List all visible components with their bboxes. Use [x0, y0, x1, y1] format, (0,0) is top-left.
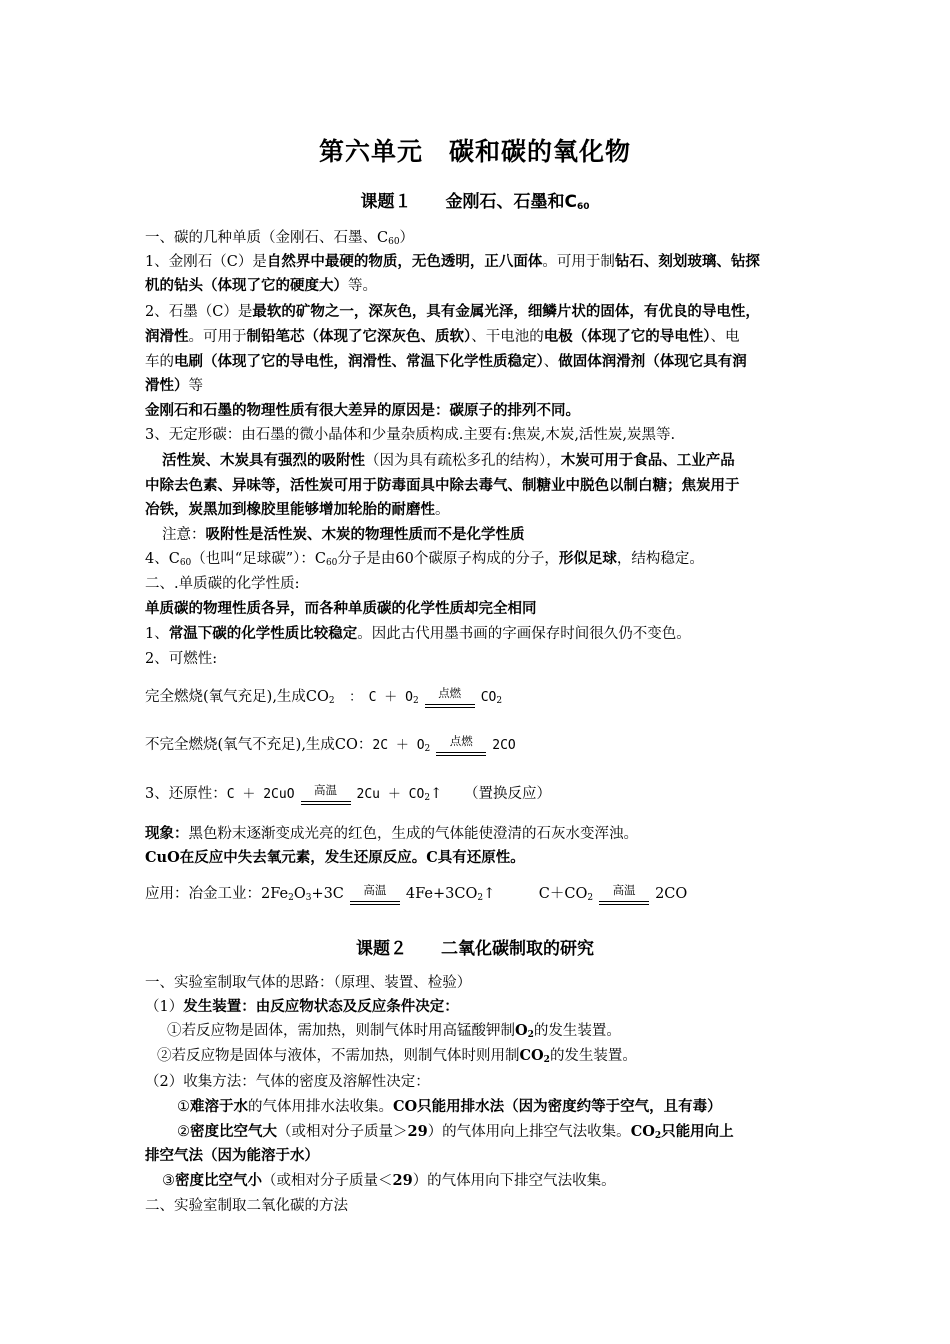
c60-line: 4、$C_{60}$（也叫“足球碳”）：$C_{60}$分子是由60个碳原子构成的分子，形似足球，结构稳定。: [145, 550, 704, 568]
topic1-title: 课题１ 金刚石、石墨和$C_{60}$: [360, 192, 590, 212]
generation-apparatus: （1）发生装置：由反应物状态及反应条件决定：: [145, 998, 459, 1015]
page-title: 第六单元 碳和碳的氧化物: [318, 137, 631, 166]
diamond-paragraph-line1: 1、金刚石（C）是自然界中最硬的物质，无色透明，正八面体。可用于制钻石、刻划玻璃、钻探: [145, 253, 760, 270]
collection-item-1: ①难溶于水的气体用排水法收集。CO只能用排水法（因为密度约等于空气，且有毒）: [177, 1098, 722, 1115]
collection-item-2-cont: 排空气法（因为能溶于水）: [145, 1147, 319, 1164]
application-line: 应用：冶金工业：$2Fe_2O_3+3C$ 高温 $4Fe+3CO_2↑$ $C+CO_2$高温 2CO: [145, 880, 810, 904]
diamond-graphite-reason: 金刚石和石墨的物理性质有很大差异的原因是：碳原子的排列不同。: [145, 402, 580, 419]
amorphous-carbon-line1: 3、无定形碳：由石墨的微小晶体和少量杂质构成.主要有:焦炭,木炭,活性炭,炭黑等.: [145, 427, 676, 443]
complete-combustion-equation: 完全燃烧(氧气充足),生成$CO_2$ ： $C + O_2$点燃 $CO_2$: [145, 683, 810, 708]
graphite-paragraph-line2: 润滑性。可用于制铅笔芯（体现了它深灰色、质软）、干电池的电极（体现了它的导电性）、电: [145, 328, 740, 345]
reaction-condition: 点燃: [425, 683, 475, 703]
collection-item-2: ②密度比空气大（或相对分子质量＞29）的气体用向上排空气法收集。$CO_2$只能用向上: [177, 1123, 734, 1141]
collection-method: （2）收集方法：气体的密度及溶解性决定：: [145, 1074, 430, 1090]
graphite-paragraph-line4: 滑性）等: [145, 377, 203, 394]
diamond-paragraph-line2: 机的钻头（体现了它的硬度大）等。: [145, 277, 377, 294]
topic2-title: 课题２ 二氧化碳制取的研究: [356, 939, 594, 959]
reaction-condition: 点燃: [436, 731, 486, 751]
reaction-condition: 高温: [599, 880, 649, 900]
phenomenon-line: 现象：黑色粉末逐渐变成光亮的红色，生成的气体能使澄清的石灰水变浑浊。: [145, 825, 638, 842]
section2-heading: 二、.单质碳的化学性质:: [145, 576, 300, 592]
graphite-paragraph-line1: 2、石墨（C）是最软的矿物之一，深灰色，具有金属光泽，细鳞片状的固体，有优良的导电性，: [145, 303, 760, 320]
cuo-reduction-line: CuO在反应中失去氧元素，发生还原反应。C具有还原性。: [145, 849, 525, 866]
reaction-condition: 高温: [350, 880, 400, 900]
note-line: 注意：吸附性是活性炭、木炭的物理性质而不是化学性质: [162, 526, 525, 543]
reaction-condition: 高温: [301, 780, 351, 800]
combustibility-heading: 2、可燃性:: [145, 651, 218, 667]
generation-item-2: ②若反应物是固体与液体，不需加热，则制气体时则用制$CO_2$的发生装置。: [157, 1047, 637, 1065]
incomplete-combustion-equation: 不完全燃烧(氧气不充足),生成CO：$2C + O_2$点燃 2CO: [145, 731, 810, 756]
section1-heading: 一、碳的几种单质（金刚石、石墨、$C_{60}$）: [145, 230, 415, 247]
graphite-paragraph-line3: 车的电刷（体现了它的导电性，润滑性、常温下化学性质稳定）、做固体润滑剂（体现它具有润: [145, 353, 747, 370]
reduction-equation: 3、还原性：C ＋ 2CuO 高温 $2Cu + CO_2↑$ （置换反应）: [145, 780, 810, 805]
chem-stability-line: 1、常温下碳的化学性质比较稳定。因此古代用墨书画的字画保存时间很久仍不变色。: [145, 625, 691, 642]
amorphous-carbon-line4: 冶铁，炭黑加到橡胶里能够增加轮胎的耐磨性。: [145, 501, 450, 518]
amorphous-carbon-line2: 活性炭、木炭具有强烈的吸附性（因为具有疏松多孔的结构），木炭可用于食品、工业产品: [162, 452, 735, 469]
amorphous-carbon-line3: 中除去色素、异味等，活性炭可用于防毒面具中除去毒气、制糖业中脱色以制白糖；焦炭用于: [145, 477, 740, 494]
section2-bold-statement: 单质碳的物理性质各异，而各种单质碳的化学性质却完全相同: [145, 600, 537, 617]
collection-item-3: ③密度比空气小（或相对分子质量＜29）的气体用向下排空气法收集。: [162, 1172, 616, 1189]
t2-section1-heading: 一、实验室制取气体的思路：（原理、装置、检验）: [145, 975, 472, 991]
t2-section2-heading: 二、实验室制取二氧化碳的方法: [145, 1198, 348, 1214]
generation-item-1: ①若反应物是固体，需加热，则制气体时用高锰酸钾制$O_2$的发生装置。: [167, 1022, 621, 1040]
